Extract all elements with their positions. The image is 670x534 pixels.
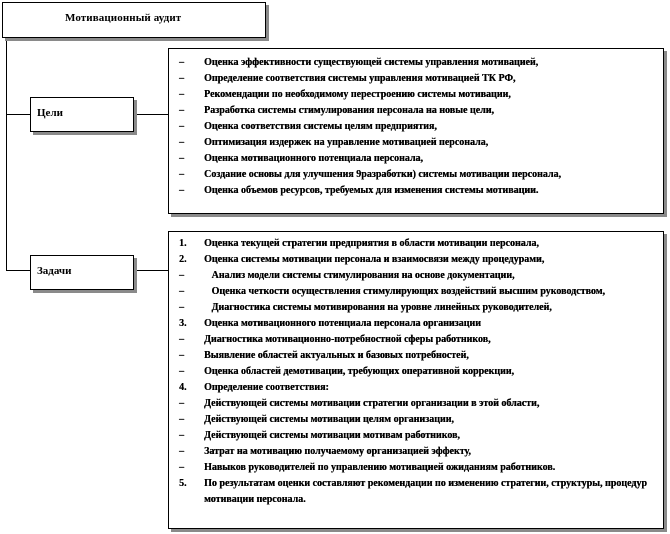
task-item: – Оценка четкости осуществления стимулирующих воздействий высшим руководством, bbox=[179, 286, 605, 297]
task-item: 2. Оценка системы мотивации персонала и взаимосвязи между процедурами, bbox=[179, 254, 545, 265]
goal-item: – Оценка мотивационного потенциала персонала, bbox=[179, 153, 423, 164]
task-item: 3. Оценка мотивационного потенциала персонала организации bbox=[179, 318, 481, 329]
goal-item: – Определение соответствия системы управления мотивацией ТК РФ, bbox=[179, 73, 516, 84]
task-item: – Действующей системы мотивации стратегии организации в этой области, bbox=[179, 398, 540, 409]
tasks-horizontal-connector bbox=[6, 270, 30, 271]
tasks-label-box bbox=[30, 255, 134, 290]
task-item: – Затрат на мотивацию получаемому организацией эффекту, bbox=[179, 446, 471, 457]
task-item: – Оценка областей демотивации, требующих оперативной коррекции, bbox=[179, 366, 515, 377]
tasks-to-list-connector bbox=[134, 270, 169, 271]
tasks-label: Задачи bbox=[37, 265, 72, 277]
task-item: 1. Оценка текущей стратегии предприятия в области мотивации персонала, bbox=[179, 238, 539, 249]
goals-list bbox=[179, 55, 655, 199]
goals-label-box bbox=[30, 97, 134, 132]
task-item: – Действующей системы мотивации целям организации, bbox=[179, 414, 454, 425]
goals-label: Цели bbox=[37, 107, 63, 119]
main-vertical-connector bbox=[6, 38, 7, 270]
task-item: – Навыков руководителей по управлению мотивацией ожиданиям работников. bbox=[179, 462, 556, 473]
diagram-title: Мотивационный аудит bbox=[65, 12, 182, 24]
goals-horizontal-connector bbox=[6, 114, 30, 115]
task-item: – Выявление областей актуальных и базовых потребностей, bbox=[179, 350, 469, 361]
task-item: 4. Определение соответствия: bbox=[179, 382, 329, 393]
tasks-list-box bbox=[168, 231, 664, 529]
goal-item: – Оценка объемов ресурсов, требуемых для изменения системы мотивации. bbox=[179, 185, 539, 196]
goal-item: – Создание основы для улучшения 9разработки) системы мотивации персонала, bbox=[179, 169, 561, 180]
goal-item: – Оптимизация издержек на управление мотивацией персонала, bbox=[179, 137, 489, 148]
task-item: – Анализ модели системы стимулирования на основе документации, bbox=[179, 270, 515, 281]
title-box bbox=[2, 2, 266, 38]
tasks-list bbox=[179, 236, 655, 508]
goal-item: – Разработка системы стимулирования персонала на новые цели, bbox=[179, 105, 494, 116]
goal-item: – Оценка эффективности существующей системы управления мотивацией, bbox=[179, 57, 539, 68]
goal-item: – Оценка соответствия системы целям предприятия, bbox=[179, 121, 437, 132]
task-item: – Диагностика системы мотивирования на уровне линейных руководителей, bbox=[179, 302, 552, 313]
task-item: – Действующей системы мотивации мотивам работников, bbox=[179, 430, 460, 441]
goals-to-list-connector bbox=[134, 114, 169, 115]
goal-item: – Рекомендации по необходимому перестроению системы мотивации, bbox=[179, 89, 511, 100]
goals-list-box bbox=[168, 48, 664, 214]
task-item: – Диагностика мотивационно-потребностной сферы работников, bbox=[179, 334, 491, 345]
task-item: 5. По результатам оценки составляют рекомендации по изменению стратегии, структуры, процедур мотивации персонала. bbox=[179, 478, 647, 505]
